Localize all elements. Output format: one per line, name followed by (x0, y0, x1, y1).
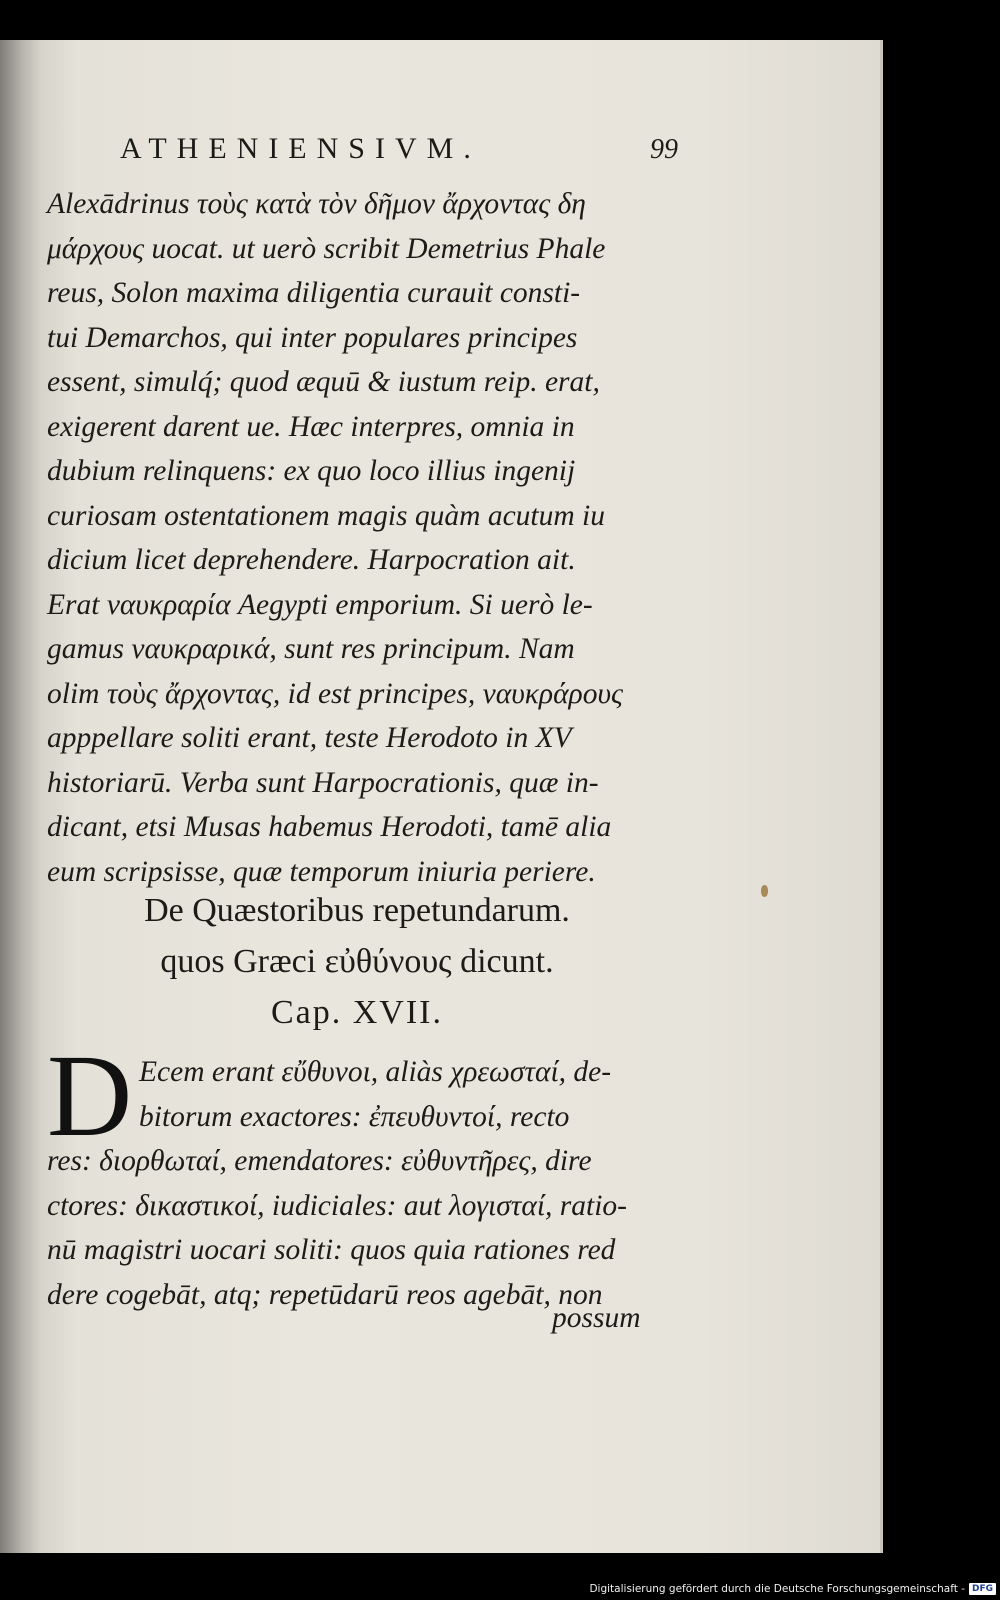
text-line: μάρχους uocat. ut uerò scribit Demetrius Phale (47, 232, 606, 265)
text-line: Ecem erant εὔθυνοι, aliàs χρεωσταί, de- (139, 1056, 612, 1088)
paragraph-2 (47, 1030, 667, 1317)
chapter-number: Cap. XVII. (270, 994, 444, 1031)
digitization-credit (589, 1580, 996, 1598)
text-line: dicium licet deprehendere. Harpocration ait. (47, 544, 576, 576)
credit-text: Digitalisierung gefördert durch die Deutsche Forschungsgemeinschaft - (589, 1583, 965, 1595)
heading-line-1: De Quæstoribus repetundarum. (144, 892, 570, 929)
text-line: dicant, etsi Musas habemus Herodoti, tamē alia (47, 811, 612, 843)
text-line: olim τοὺς ἄρχοντας, id est principes, ναυκράρους (47, 677, 623, 710)
text-line: reus, Solon maxima diligentia curauit consti- (47, 277, 581, 309)
text-line: curiosam ostentationem magis quàm acutum iu (47, 499, 606, 532)
text-line: dubium relinquens: ex quo loco illius ingenij (47, 455, 576, 487)
catchword: possum (552, 1302, 641, 1334)
page-header (120, 132, 678, 172)
text-line: dere cogebāt, atq; repetūdarū reos agebāt, non (47, 1278, 603, 1311)
text-line: eum scripsisse, quæ temporum iniuria periere. (47, 855, 596, 888)
drop-cap-initial: D (47, 1030, 133, 1161)
text-line: historiarū. Verba sunt Harpocrationis, quæ in- (47, 766, 599, 799)
text-line: Alexādrinus τοὺς κατὰ τὸν δῆμον ἄρχοντας δη (47, 188, 586, 220)
paragraph-1 (47, 182, 667, 894)
text-line: ctores: δικαστικοί, iudiciales: aut λογισταί, ratio- (47, 1189, 627, 1222)
text-line: Erat ναυκραρία Aegypti emporium. Si uerò le- (47, 588, 593, 621)
heading-line-2: quos Græci εὐθύνους dicunt. (160, 943, 554, 980)
running-head: ATHENIENSIVM. (120, 132, 481, 165)
paper-speck (761, 885, 768, 897)
text-line: bitorum exactores: ἐπευθυντοί, recto (139, 1100, 570, 1133)
book-page (0, 40, 883, 1553)
text-line: apppellare soliti erant, teste Herodoto in XV (47, 722, 572, 754)
page-number: 99 (650, 134, 678, 165)
text-line: tui Demarchos, qui inter populares principes (47, 321, 578, 354)
text-line: exigerent darent ue. Hæc interpres, omnia in (47, 410, 575, 443)
text-line: res: διορθωταί, emendatores: εὐθυντῆρες, dire (47, 1145, 592, 1177)
text-line: essent, simulq́; quod æquū & iustum reip. erat, (47, 366, 600, 398)
page-edge (880, 40, 883, 1553)
text-line: gamus ναυκραρικά, sunt res principum. Nam (47, 633, 575, 665)
dfg-logo: DFG (969, 1583, 996, 1595)
section-heading (47, 885, 667, 1038)
text-line: nū magistri uocari soliti: quos quia rationes red (47, 1234, 616, 1266)
